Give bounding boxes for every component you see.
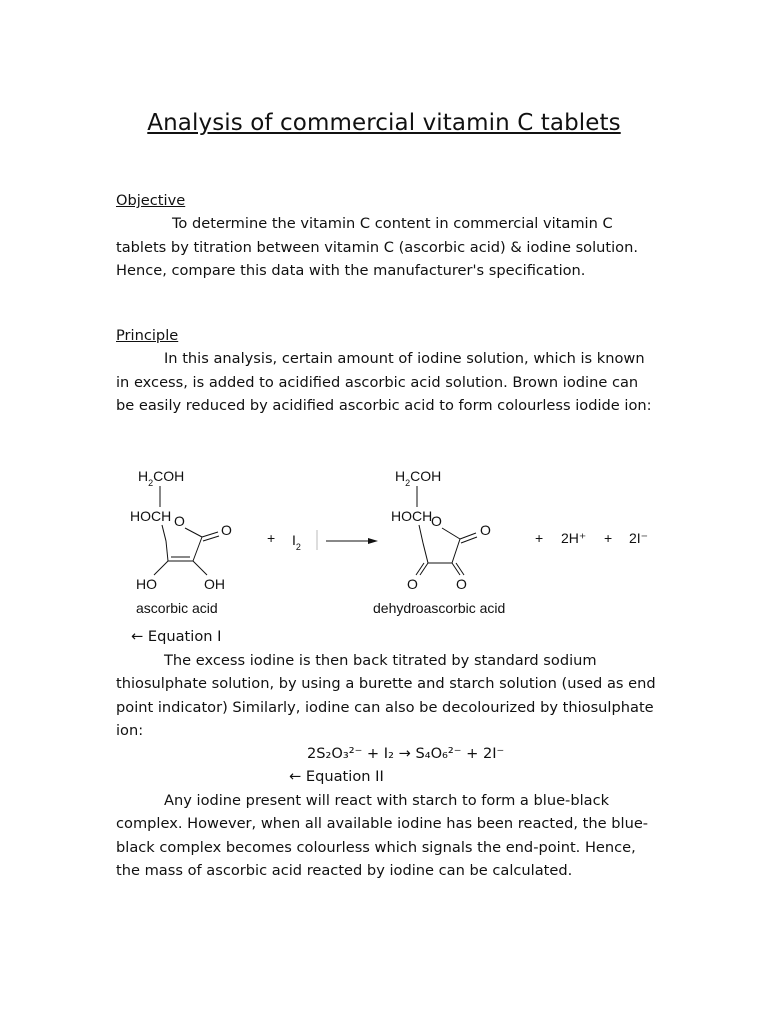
- svg-text:O: O: [407, 576, 418, 592]
- principle-paragraph-1: In this analysis, certain amount of iodine solution, which is known in excess, is added to acidified ascorbic acid solution. Brown iodine can be easily reduced by acidified ascorbic acid to form colourless iodide ion:: [116, 350, 652, 414]
- reaction-scheme: [110, 455, 670, 630]
- svg-text:+: +: [535, 530, 544, 546]
- svg-text:H2COH: $H_2COH$: [395, 468, 442, 488]
- principle-paragraph-3: Any iodine present will react with starch to form a blue-black complex. However, when all available iodine has been reacted, the blue-black complex becomes colourless which signals the end-point. Hence, the mass of ascorbic acid reacted by iodine can be calculated.: [116, 792, 649, 879]
- objective-section: [116, 189, 656, 282]
- svg-text:HO: HO: [136, 576, 157, 592]
- equation-2-label: ← Equation II: [289, 768, 384, 785]
- equation-1-label: ← Equation I: [131, 628, 222, 645]
- objective-heading: Objective: [116, 192, 186, 209]
- objective-text: To determine the vitamin C content in commercial vitamin C tablets by titration between vitamin C (ascorbic acid) & iodine solution. Hence, compare this data with the manufacturer's specification.: [116, 215, 638, 279]
- svg-text:O: O: [431, 513, 442, 529]
- product-name: dehydroascorbic acid: [373, 600, 506, 616]
- svg-text:OH: OH: [204, 576, 225, 592]
- svg-text:HOCH: HOCH: [130, 508, 172, 524]
- principle-heading: Principle: [116, 327, 179, 344]
- equation-2: 2S₂O₃²⁻ + I₂ → S₄O₆²⁻ + 2I⁻: [307, 745, 505, 762]
- reaction-arrow-icon: [368, 538, 378, 544]
- reactant-name: ascorbic acid: [136, 600, 218, 616]
- principle-paragraph-2-block: [116, 649, 656, 742]
- document-title: Analysis of commercial vitamin C tablets: [147, 110, 621, 136]
- svg-text:+: +: [604, 530, 613, 546]
- svg-text:+: +: [267, 530, 276, 546]
- svg-text:O: O: [221, 522, 232, 538]
- svg-text:H2COH: $H_2COH$: [138, 468, 185, 488]
- svg-text:2I⁻: 2I⁻: [629, 530, 649, 546]
- principle-paragraph-3-block: [116, 789, 656, 882]
- dehydroascorbic-acid-structure: [373, 468, 505, 616]
- svg-text:I2: $I_2$: [292, 532, 301, 552]
- ascorbic-acid-structure: [130, 468, 232, 616]
- svg-text:O: O: [480, 522, 491, 538]
- svg-text:HOCH: HOCH: [391, 508, 433, 524]
- svg-text:2H⁺: 2H⁺: [561, 530, 587, 546]
- svg-text:O: O: [174, 513, 185, 529]
- svg-text:O: O: [456, 576, 467, 592]
- principle-paragraph-2: The excess iodine is then back titrated by standard sodium thiosulphate solution, by using a burette and starch solution (used as end point indicator) Similarly, iodine can also be decolourized by thiosulphate ion:: [116, 652, 656, 739]
- principle-section: [116, 324, 656, 417]
